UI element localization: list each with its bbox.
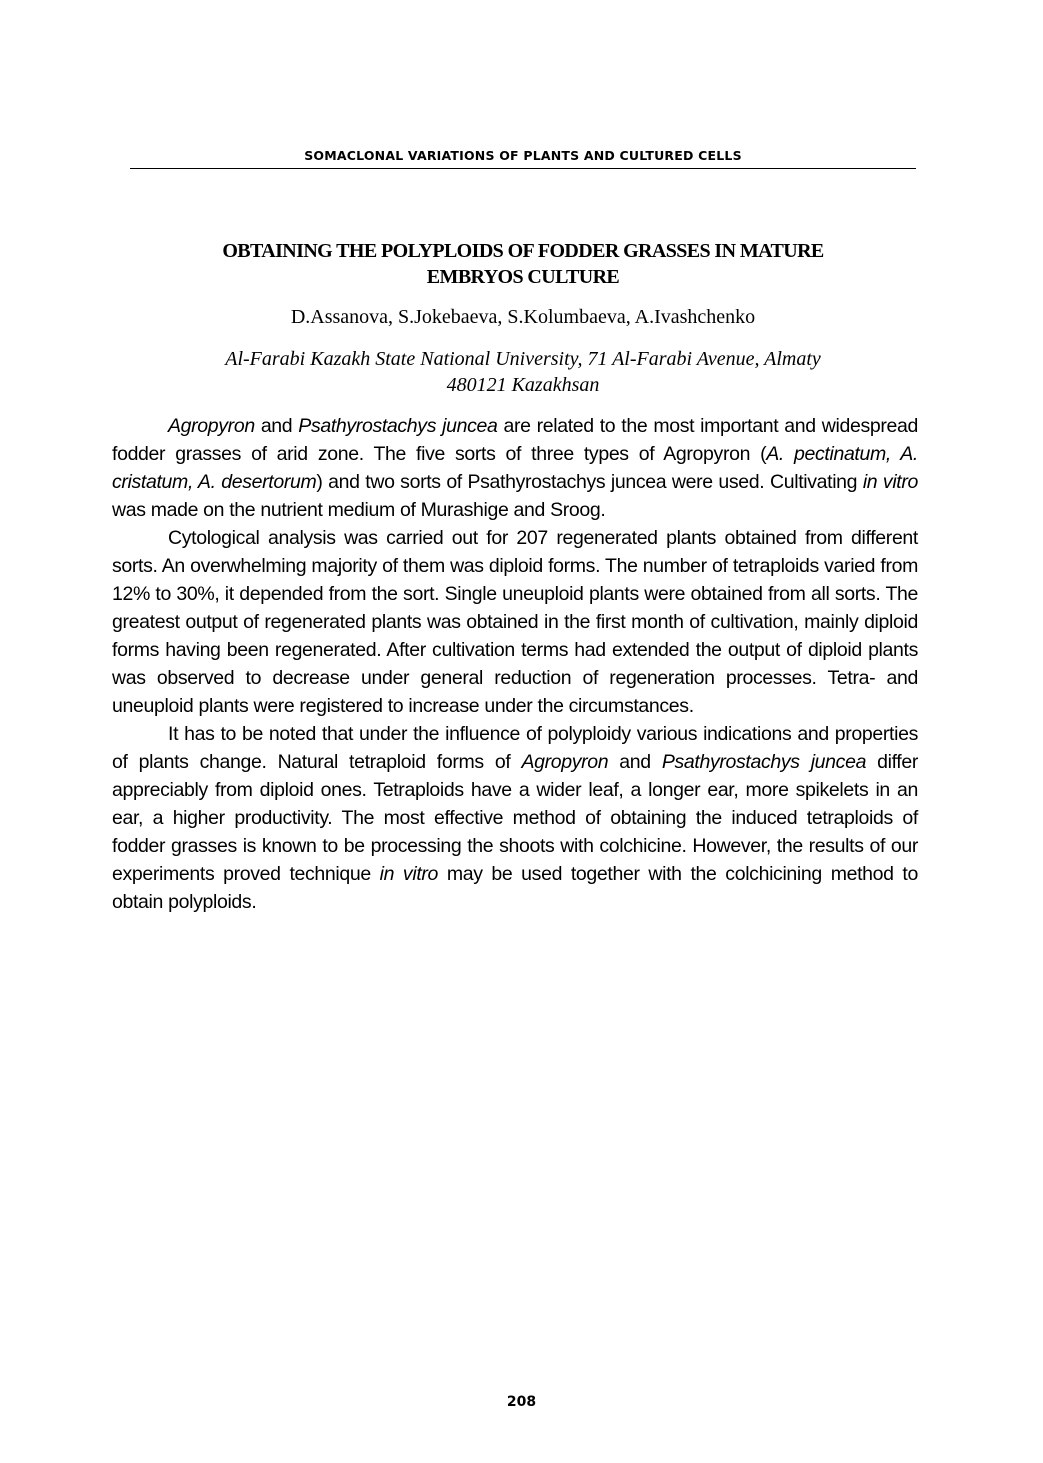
article-title-line-1: OBTAINING THE POLYPLOIDS OF FODDER GRASSES IN MATURE [222, 240, 824, 262]
paragraph-text: was made on the nutrient medium of Murashige and Sroog. [112, 499, 606, 521]
paragraph-1 [112, 412, 918, 524]
paragraph-text: It has to be noted that under the influence of polyploidy various indications and properties of plants change. Natural tetraploid forms of [112, 723, 918, 773]
paragraph-text: differ appreciably from diploid ones. Tetraploids have a wider leaf, a longer ear, more spikelets in an ear, a higher productivity. The most effective method of obtaining the induced tetraploids of fodder grasses is known to be processing the shoots with colchicine. However, the results of our experiments proved technique [112, 751, 919, 885]
paragraph-text: and [254, 415, 299, 437]
affiliation [120, 346, 926, 398]
article-title-line-2: EMBRYOS CULTURE [426, 266, 620, 288]
paragraph-2: Cytological analysis was carried out for 207 regenerated plants obtained from different sorts. An overwhelming majority of them was diploid forms. The number of tetraploids varied from 12% to 30%, it depended from the sort. Single uneuploid plants were obtained from all sorts. The greatest output of regenerated plants was obtained in the first month of cultivation, mainly diploid forms having been regenerated. After cultivation terms had extended the output of diploid plants was observed to decrease under general reduction of regeneration processes. Tetra- and uneuploid plants were registered to increase under the circumstances. [112, 527, 918, 717]
italic-text: in vitro [862, 471, 919, 493]
article-body [112, 412, 918, 916]
italic-text: A. pectinatum, A. cristatum, A. desertorum [112, 443, 918, 493]
italic-text: Agropyron [521, 751, 609, 773]
italic-text: Psathyrostachys juncea [661, 751, 867, 773]
affiliation-line-2: 480121 Kazakhsan [446, 374, 600, 396]
paragraph-text: may be used together with the colchicining method to obtain polyploids. [112, 863, 918, 913]
italic-text: Agropyron [168, 415, 255, 437]
affiliation-line-1: Al-Farabi Kazakh State National University, 71 Al-Farabi Avenue, Almaty [225, 348, 821, 370]
italic-text: in vitro [379, 863, 439, 885]
italic-text: Psathyrostachys juncea [298, 415, 498, 437]
paragraph-text: and [608, 751, 662, 773]
paragraph-text: are related to the most important and widespread fodder grasses of arid zone. The five sorts of three types of Agropyron ( [112, 415, 918, 465]
page-number: 208 [506, 1394, 537, 1410]
article-title [120, 238, 926, 290]
header-rule [130, 168, 916, 169]
authors: D.Assanova, S.Jokebaeva, S.Kolumbaeva, A.Ivashchenko [290, 306, 756, 328]
running-head: SOMACLONAL VARIATIONS OF PLANTS AND CULTURED CELLS [304, 148, 742, 163]
paragraph-3 [112, 720, 918, 916]
paragraph-text: ) and two sorts of Psathyrostachys juncea were used. Cultivating [316, 471, 863, 493]
